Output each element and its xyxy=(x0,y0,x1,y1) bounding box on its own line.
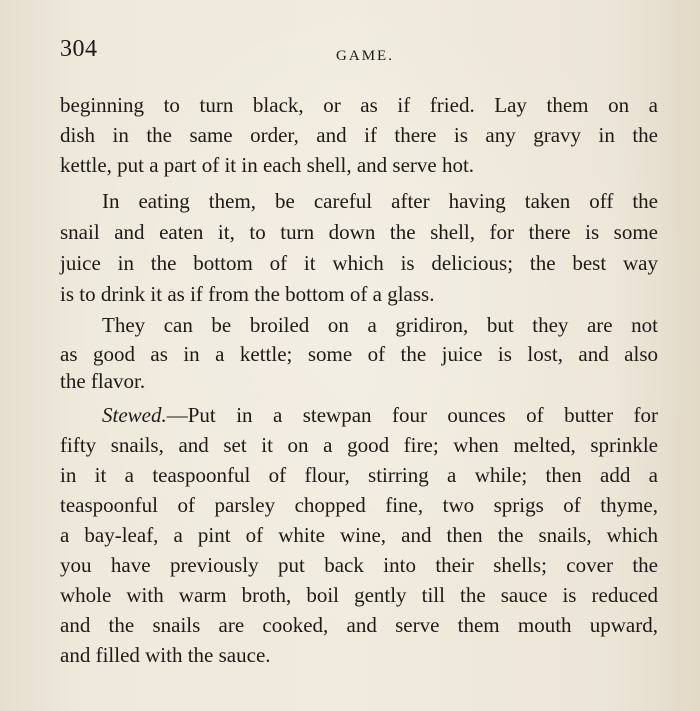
text-line: beginning to turn black, or as if fried. Lay them on a xyxy=(60,93,658,117)
text-line: They can be broiled on a gridiron, but they are not xyxy=(102,313,658,337)
text-line: In eating them, be careful after having taken off the xyxy=(102,189,658,213)
text-line: a bay-leaf, a pint of white wine, and then the snails, which xyxy=(60,523,658,547)
text-line: whole with warm broth, boil gently till the sauce is reduced xyxy=(60,583,658,607)
text-line: the flavor. xyxy=(60,369,146,393)
running-head: GAME. xyxy=(336,48,394,64)
text-line: teaspoonful of parsley chopped fine, two sprigs of thyme, xyxy=(60,493,658,517)
text-line: dish in the same order, and if there is any gravy in the xyxy=(60,123,658,147)
text-line: and filled with the sauce. xyxy=(60,643,271,667)
text-line: fifty snails, and set it on a good fire; when melted, sprinkle xyxy=(60,433,658,457)
text-line: snail and eaten it, to turn down the shell, for there is some xyxy=(60,220,658,244)
text-line: as good as in a kettle; some of the juice is lost, and also xyxy=(60,342,658,366)
text-line xyxy=(102,400,658,430)
text-line: kettle, put a part of it in each shell, and serve hot. xyxy=(60,153,475,177)
stewed-heading: Stewed. xyxy=(102,403,167,427)
text-line: juice in the bottom of it which is delicious; the best way xyxy=(60,251,658,275)
text-line: you have previously put back into their shells; cover the xyxy=(60,553,658,577)
text-line-rest: —Put in a stewpan four ounces of butter for xyxy=(166,403,658,427)
text-line: in it a teaspoonful of flour, stirring a while; then add a xyxy=(60,463,658,487)
page-number: 304 xyxy=(60,36,98,62)
text-line: and the snails are cooked, and serve them mouth upward, xyxy=(60,613,658,637)
text-line: is to drink it as if from the bottom of a glass. xyxy=(60,282,435,306)
